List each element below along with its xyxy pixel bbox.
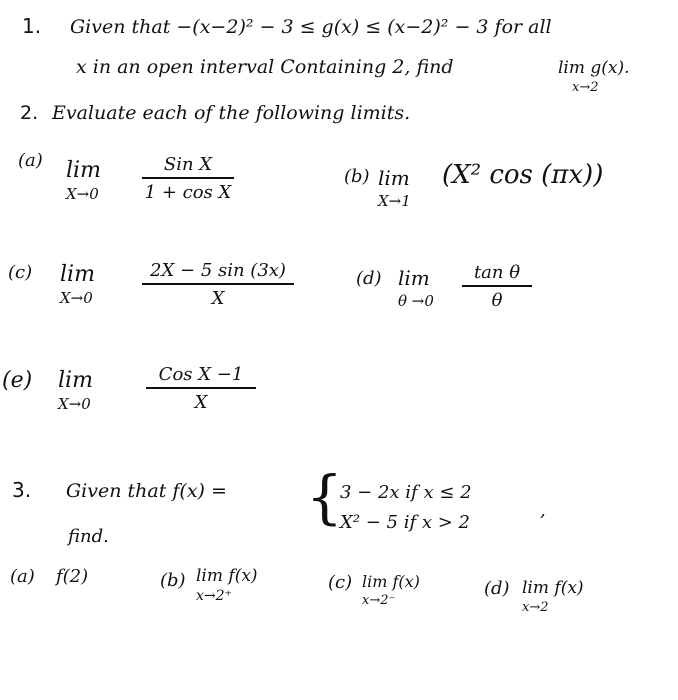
- limit-subscript: θ →0: [398, 292, 434, 310]
- problem-3-part-c-label: (c): [328, 572, 353, 593]
- denominator: X: [211, 288, 225, 309]
- part-c-fraction: [142, 260, 294, 309]
- numerator: tan θ: [473, 262, 521, 283]
- limit-word: lim: [378, 166, 410, 190]
- limit-subscript: X→0: [58, 395, 91, 413]
- part-d-fraction: [462, 262, 532, 311]
- part-e-limit: [58, 368, 93, 413]
- fraction-bar: [142, 283, 294, 285]
- limit-subscript: X→1: [378, 192, 411, 210]
- part-e-fraction: [146, 364, 256, 413]
- problem-2-heading: Evaluate each of the following limits.: [52, 102, 411, 124]
- numerator: Cos X −1: [158, 364, 244, 385]
- fraction-bar: [462, 285, 532, 287]
- limit-subscript: x→2: [522, 600, 549, 615]
- problem-1-line-2: x in an open interval Containing 2, find: [76, 56, 454, 78]
- problem-1-line-1: Given that −(x−2)² − 3 ≤ g(x) ≤ (x−2)² − 3 for all: [70, 16, 552, 38]
- limit-subscript: x→2: [572, 80, 599, 95]
- part-b-expression: (X² cos (πx)): [442, 160, 604, 190]
- limit-word: lim: [66, 158, 101, 183]
- problem-1-limit: [558, 58, 630, 95]
- part-a-fraction: [142, 154, 234, 203]
- problem-3-intro: Given that f(x) =: [66, 480, 227, 502]
- limit-word: lim g(x).: [558, 58, 630, 78]
- fraction-bar: [146, 387, 256, 389]
- part-b-label: (b): [344, 166, 370, 187]
- part-c-label: (c): [8, 262, 33, 283]
- problem-3-find: find.: [68, 526, 109, 547]
- limit-subscript: X→0: [60, 289, 93, 307]
- limit-word: lim: [60, 262, 95, 287]
- piecewise-case-1: 3 − 2x if x ≤ 2: [340, 482, 472, 503]
- problem-2-number: 2.: [20, 102, 39, 124]
- limit-word: lim f(x): [522, 578, 584, 598]
- part-e-label: (e): [2, 368, 33, 393]
- denominator: θ: [491, 290, 503, 311]
- piecewise-comma: ,: [540, 500, 546, 521]
- limit-word: lim f(x): [196, 566, 258, 586]
- limit-subscript: X→0: [66, 185, 99, 203]
- denominator: X: [194, 392, 208, 413]
- numerator: 2X − 5 sin (3x): [150, 260, 286, 281]
- problem-3-part-b-label: (b): [160, 570, 186, 591]
- limit-word: lim f(x): [362, 572, 420, 591]
- problem-3-part-c-limit: [362, 572, 420, 608]
- problem-1-number: 1.: [22, 14, 42, 38]
- problem-3-part-d-label: (d): [484, 578, 510, 599]
- part-a-limit: [66, 158, 101, 203]
- fraction-bar: [142, 177, 234, 179]
- limit-word: lim: [58, 368, 93, 393]
- problem-3-part-a-text: f(2): [56, 566, 89, 587]
- part-a-label: (a): [18, 150, 43, 171]
- part-c-limit: [60, 262, 95, 307]
- piecewise-brace: {: [306, 463, 343, 531]
- problem-3-number: 3.: [12, 478, 32, 502]
- problem-3-part-a-label: (a): [10, 566, 35, 587]
- piecewise-case-2: X² − 5 if x > 2: [340, 512, 470, 533]
- limit-subscript: x→2⁻: [362, 593, 396, 608]
- limit-subscript: x→2⁺: [196, 588, 232, 604]
- part-d-label: (d): [356, 268, 382, 289]
- limit-word: lim: [398, 266, 430, 290]
- problem-3-part-b-limit: [196, 566, 258, 604]
- numerator: Sin X: [163, 154, 213, 175]
- denominator: 1 + cos X: [144, 182, 232, 203]
- part-d-limit: [398, 266, 434, 310]
- part-b-limit: [378, 166, 411, 210]
- problem-3-part-d-limit: [522, 578, 584, 615]
